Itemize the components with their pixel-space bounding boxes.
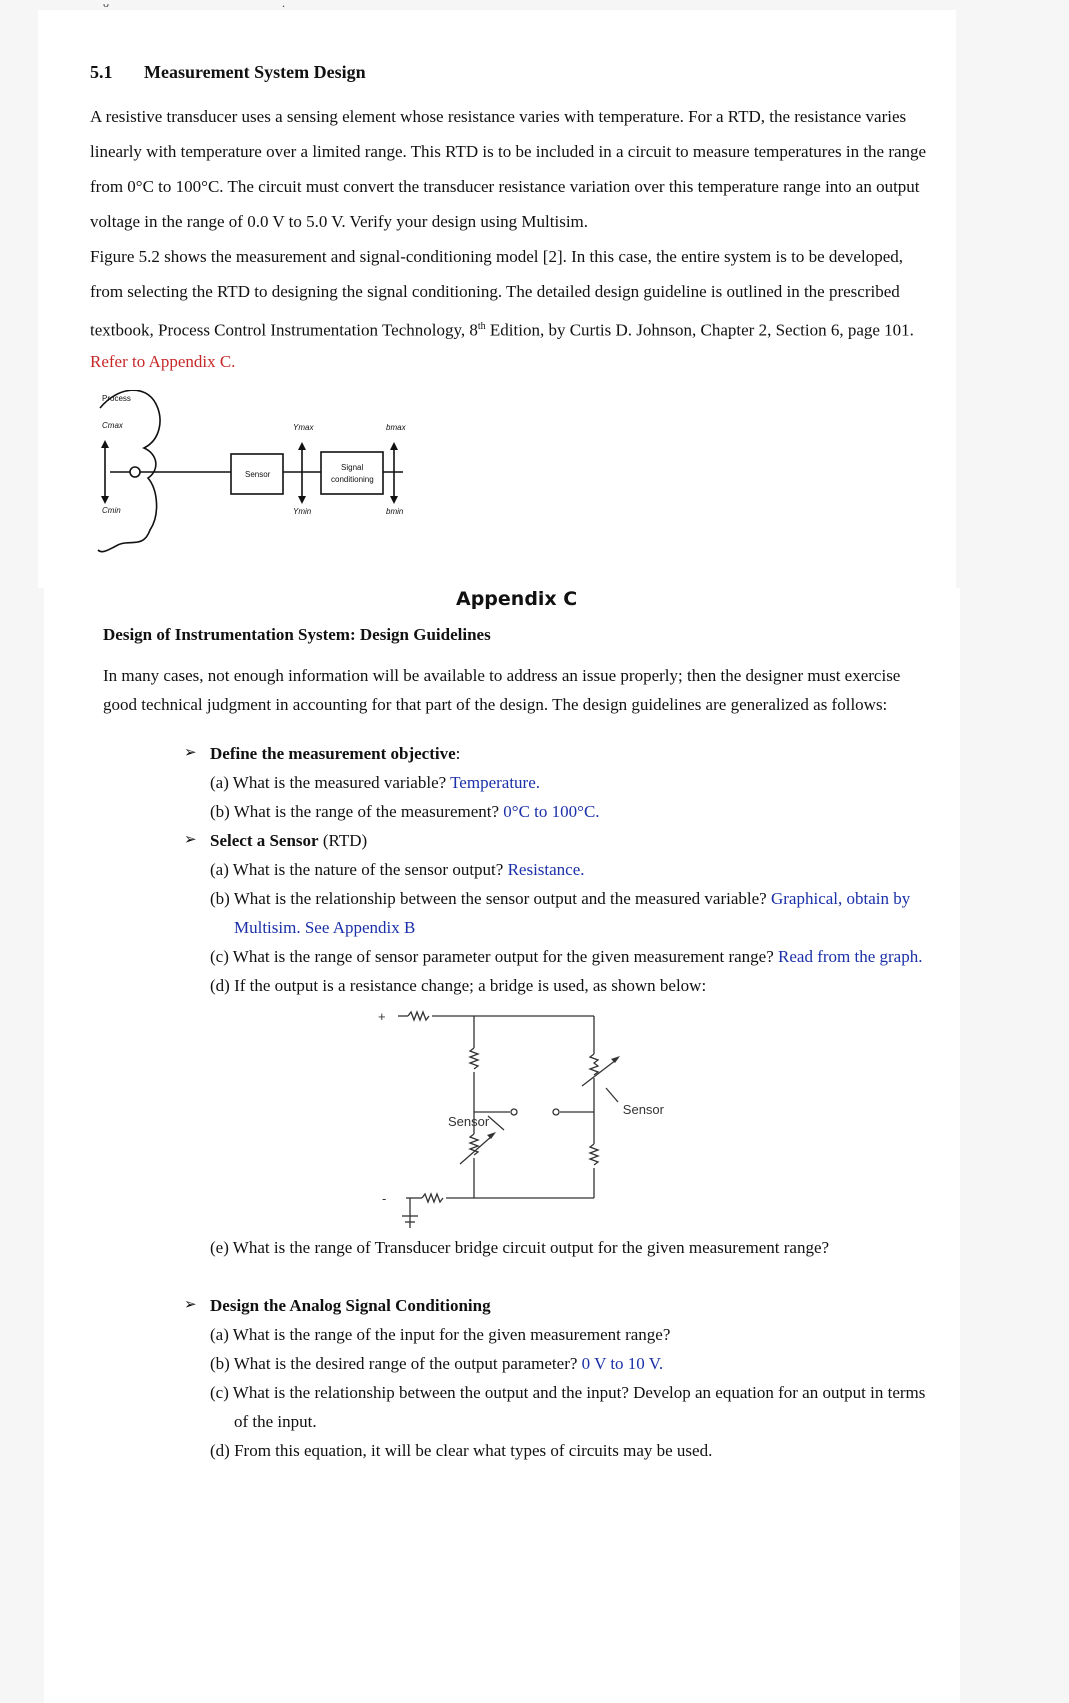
question-continuation: of the input. [234, 1412, 317, 1431]
supply-plus-label: + [378, 1009, 386, 1024]
paragraph-line: from 0°C to 100°C. The circuit must convert the transducer resistance variation over this temperature range into an output [90, 177, 920, 196]
intro-line: In many cases, not enough information will be available to address an issue properly; then the designer must exercise [103, 666, 901, 685]
arrowhead [390, 442, 398, 450]
question-item: (a) What is the range of the input for the given measurement range? [210, 1325, 671, 1344]
arrowhead [390, 496, 398, 504]
label-cmax: Cmax [102, 421, 123, 430]
question-text: (a) What is the measured variable? [210, 773, 451, 792]
question-text: (b) What is the relationship between the sensor output and the measured variable? [210, 889, 771, 908]
question-item [210, 802, 600, 822]
section-title: Measurement System Design [144, 62, 366, 82]
guideline-heading [210, 744, 460, 764]
supply-minus-label: - [382, 1191, 387, 1206]
question-item: (c) What is the relationship between the output and the input? Develop an equation for an output in terms [210, 1383, 926, 1402]
bullet-arrow-icon: ➢ [184, 743, 197, 761]
question-item: (e) What is the range of Transducer bridge circuit output for the given measurement range? [210, 1238, 830, 1257]
label-bmax: bmax [386, 423, 406, 432]
paragraph-line: A resistive transducer uses a sensing element whose resistance varies with temperature. For a RTD, the resistance varies [90, 107, 907, 126]
question-item: (d) From this equation, it will be clear what types of circuits may be used. [210, 1441, 713, 1460]
answer-text: Temperature. [450, 773, 541, 792]
heading-text: Select a Sensor [210, 831, 319, 850]
guideline-heading: Design the Analog Signal Conditioning [210, 1296, 491, 1315]
sensor-label-right: Sensor [622, 1102, 664, 1117]
appendix-subtitle: Design of Instrumentation System: Design Guidelines [103, 625, 491, 644]
superscript: th [477, 321, 486, 332]
resistor-right-bottom [590, 1144, 598, 1165]
section-number: 5.1 [90, 62, 113, 82]
heading-colon: : [455, 744, 461, 763]
question-item [210, 773, 540, 793]
paragraph-line: Figure 5.2 shows the measurement and signal-conditioning model [2]. In this case, the entire system is to be developed, [90, 247, 903, 266]
heading-text: Define the measurement objective [210, 744, 456, 763]
question-item [210, 889, 910, 909]
label-bmin: bmin [386, 507, 404, 516]
bridge-output-terminal-right [553, 1109, 559, 1115]
arrowhead [101, 440, 109, 448]
answer-text: Graphical, obtain by [770, 889, 911, 908]
paragraph-line-edition [90, 317, 914, 341]
paragraph-line: from selecting the RTD to designing the signal conditioning. The detailed design guideline is outlined in the prescribed [90, 282, 900, 301]
question-item [210, 1354, 663, 1374]
resistor-left-top [470, 1048, 478, 1069]
sensor-label-left: Sensor [448, 1114, 490, 1129]
question-item [210, 860, 585, 880]
question-item: (d) If the output is a resistance change; a bridge is used, as shown below: [210, 976, 707, 995]
bullet-arrow-icon: ➢ [184, 830, 197, 848]
label-ymax: Ymax [293, 423, 314, 432]
refer-appendix-link[interactable]: Refer to Appendix C. [90, 352, 236, 371]
arrowhead [611, 1056, 620, 1063]
answer-text: 0°C to 100°C. [503, 802, 600, 821]
arrowhead [487, 1132, 496, 1139]
question-item [210, 947, 922, 967]
top-mark-left: ᴗ [103, 0, 109, 10]
bridge-circuit-diagram [364, 1004, 664, 1244]
answer-text: Read from the graph. [778, 947, 923, 966]
bridge-output-terminal-left [511, 1109, 517, 1115]
arrowhead [298, 496, 306, 504]
label-signal: Signal [341, 463, 364, 472]
answer-continuation: Multisim. See Appendix B [234, 918, 416, 937]
question-text: (b) What is the desired range of the output parameter? [210, 1354, 582, 1373]
text-run: Edition, by Curtis D. Johnson, Chapter 2, Section 6, page 101. [485, 320, 914, 340]
signal-conditioning-block [321, 452, 383, 494]
label-conditioning: conditioning [331, 475, 374, 484]
answer-text: 0 V to 10 V. [581, 1354, 664, 1373]
label-process: Process [102, 394, 131, 403]
label-cmin: Cmin [102, 506, 121, 515]
question-text: (c) What is the range of sensor parameter output for the given measurement range? [210, 947, 779, 966]
question-text: (b) What is the range of the measurement? [210, 802, 504, 821]
top-mark-right: . [282, 0, 285, 10]
heading-rest: (RTD) [318, 831, 368, 850]
label-ymin: Ymin [293, 507, 312, 516]
arrowhead [298, 442, 306, 450]
process-terminal [130, 467, 140, 477]
paragraph-line: linearly with temperature over a limited range. This RTD is to be included in a circuit to measure temperatures in the range [90, 142, 927, 161]
guideline-heading [210, 831, 367, 851]
bullet-arrow-icon: ➢ [184, 1295, 197, 1313]
intro-line: good technical judgment in accounting for that part of the design. The design guidelines are generalized as follows: [103, 695, 888, 714]
text-run: textbook, Process Control Instrumentation Technology, 8 [90, 320, 478, 340]
arrowhead [101, 496, 109, 504]
paragraph-line: voltage in the range of 0.0 V to 5.0 V. Verify your design using Multisim. [90, 212, 589, 231]
resistor-top [408, 1012, 429, 1020]
answer-text: Resistance. [507, 860, 585, 879]
page-appendix-c [44, 588, 960, 1703]
sensor-resistor-right [590, 1054, 598, 1075]
label-sensor: Sensor [245, 470, 271, 479]
measurement-model-figure [88, 390, 418, 580]
page-section-5-1 [38, 10, 956, 588]
question-text: (a) What is the nature of the sensor output? [210, 860, 508, 879]
resistor-bottom [422, 1194, 443, 1202]
process-boundary [98, 390, 160, 551]
appendix-title: Appendix C [456, 588, 578, 610]
